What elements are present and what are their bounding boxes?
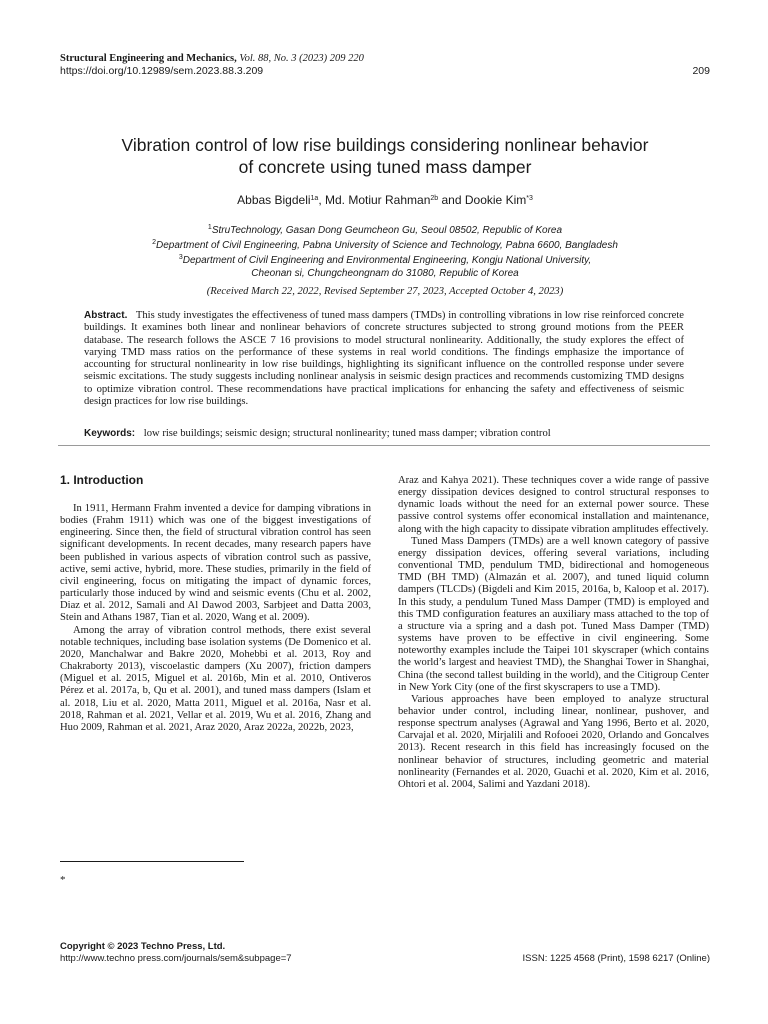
journal-url[interactable]: http://www.techno press.com/journals/sem&subpage=7 <box>60 953 292 964</box>
affiliation-superscript: 2 <box>152 239 156 247</box>
author-name: Abbas Bigdeli <box>237 193 311 207</box>
affiliation-text: Department of Civil Engineering and Environmental Engineering, Kongju National University, <box>182 255 592 267</box>
author-separator: , <box>318 193 325 207</box>
left-column <box>60 503 371 734</box>
abstract-text: This study investigates the effectiveness of tuned mass dampers (TMDs) in controlling vibrations in low rise reinforced concrete buildings. It examines both linear and nonlinear behaviors of concrete structures subjected to strong ground motions from the PEER database. The research follows the ASCE 7 16 provisions to model structural nonlinearity. Additionally, the study explores the effect of varying TMD mass ratios on the performance of these systems in real world conditions. The findings emphasize the importance of accounting for structural nonlinearity in low rise buildings, highlighting its significant influence on the controlled response under severe seismic excitations. The study suggests including nonlinear analysis in seismic design practices and recommends customizing TMD designs to optimize vibration control. These recommendations have practical implications for enhancing the safety and effectiveness of seismic design practices for low rise buildings. <box>84 310 684 408</box>
author-superscript: 2b <box>430 195 439 202</box>
abstract-label: Abstract. <box>84 310 128 321</box>
author-name: Dookie Kim <box>464 193 527 207</box>
footnote-rule <box>60 861 244 862</box>
received-dates: (Received March 22, 2022, Revised September 27, 2023, Accepted October 4, 2023) <box>206 286 564 297</box>
issn: ISSN: 1225 4568 (Print), 1598 6217 (Online) <box>522 953 710 964</box>
affiliation-superscript: 3 <box>178 254 183 262</box>
abstract <box>84 310 684 408</box>
running-header <box>60 52 710 78</box>
copyright-notice: Copyright © 2023 Techno Press, Ltd. <box>60 941 226 952</box>
keywords <box>84 428 704 439</box>
section-heading: 1. Introduction <box>60 473 144 487</box>
affiliation-line <box>60 237 710 252</box>
keywords-text: low rise buildings; seismic design; structural nonlinearity; tuned mass damper; vibration control <box>143 428 551 439</box>
affiliation-superscript: 1 <box>207 224 212 231</box>
body-paragraph: In 1911, Hermann Frahm invented a device for damping vibrations in bodies (Frahm 1911) which was one of the biggest investigations of engineering. Since then, the field of structural vibration control has seen significant developments. In recent decades, many research papers have been published in various aspects of vibration control such as passive, active, semi active, hybrid, more. These studies, primarily in the field of civil engineering, focus on mitigating the impact of dynamic forces, particularly those induced by wind and seismic events (Chu et al. 2002, Diaz et al. 2012, Samali and Al Dawod 2003, Sarbjeet and Datta 2003, Stein and Athans 1987, Tian et al. 2020, Wang et al. 2009). <box>60 503 371 624</box>
paper-title <box>60 134 710 178</box>
body-paragraph: Among the array of vibration control methods, there exist several notable techniques, including base isolation systems (De Domenico et al. 2020, Manchalwar and Bakre 2020, Mohebbi et al. 2013, Roy and Chakraborty 2013), viscoelastic dampers (Xu 2007), friction dampers (Miguel et al. 2015, Miguel et al. 2016b, Min et al. 2010, Ontiveros Pérez et al. 2017a, b, Qu et al. 2001), and tuned mass dampers (Islam et al. 2018, Liu et al. 2020, Matta 2011, Miguel et al. 2016a, Nasr et al. 2018, Rahman et al. 2021, Vellar et al. 2019, Wu et al. 2016, Zhang and Huo 2009, Rahman et al. 2021, Araz 2020, Araz 2022a, 2022b, 2023, <box>60 624 371 733</box>
body-paragraph: Various approaches have been employed to analyze structural behavior under control, including linear, nonlinear, pushover, and response spectrum analyses (Agrawal and Yang 1996, Berto et al. 2020, Carvajal et al. 2020, Mirjalili and Rofooei 2020, Orlando and Goncalves 2013). Recent research in this field has increasingly focused on the nonlinear behavior of structures, including geometric and material nonlinearity (Fernandes et al. 2020, Guachi et al. 2020, Kim et al. 2016, Ohtori et al. 2004, Salimi and Yazdani 2018). <box>398 693 709 790</box>
footnote-mark: * <box>60 874 66 886</box>
doi-link[interactable]: https://doi.org/10.12989/sem.2023.88.3.209 <box>60 65 264 77</box>
affiliation-text: Department of Civil Engineering, Pabna University of Science and Technology, Pabna 6600, Bangladesh <box>155 240 618 252</box>
affiliation-line <box>60 222 710 237</box>
journal-volume: Vol. 88, No. 3 (2023) 209 220 <box>239 53 364 64</box>
body-paragraph: Araz and Kahya 2021). These techniques cover a wide range of passive energy dissipation devices designed to control structural responses to dynamic loads without the need for an external power source. These passive control systems offer economical installation and maintenance, along with the high capacity to dissipate vibration amplitudes effectively. <box>398 475 709 535</box>
author-name: Md. Motiur Rahman <box>325 193 431 207</box>
page-number: 209 <box>692 65 710 77</box>
title-line-1: Vibration control of low rise buildings considering nonlinear behavior <box>121 135 649 155</box>
affiliation-text: StruTechnology, Gasan Dong Geumcheon Gu, Seoul 08502, Republic of Korea <box>211 225 563 236</box>
journal-citation <box>60 52 710 65</box>
keywords-label: Keywords: <box>84 428 136 439</box>
affiliation-line <box>60 252 710 267</box>
author-superscript: 1a <box>310 195 319 202</box>
author-list <box>60 193 710 207</box>
author-superscript: *3 <box>526 195 533 202</box>
body-paragraph: Tuned Mass Dampers (TMDs) are a well known category of passive energy dissipation devices, offering several variations, including conventional TMD, pendulum TMD, bidirectional and homogeneous TMD (BH TMD) (Almazán et al. 2007), and tuned liquid column dampers (TLCDs) (Bigdeli and Kim 2015, 2016a, b, Kaloop et al. 2017). In this study, a pendulum Tuned Mass Damper (TMD) is employed and this TMD configuration features an auxiliary mass attached to the top of a structure via a spring and a dash pot. Tuned Mass Damper (TMD) systems have proven to be effective in civil engineering. Some noteworthy examples include the Taipei 101 skyscraper (which contains the world’s largest and heaviest TMD), the Shanghai Tower in Shanghai, China (the second tallest building in the world), and the Citigroup Center in New York City (one of the first skyscrapers to use a TMD). <box>398 535 709 693</box>
title-line-2: of concrete using tuned mass damper <box>238 157 532 177</box>
right-column <box>398 475 709 791</box>
author-separator: and <box>438 193 465 207</box>
section-divider <box>58 445 710 446</box>
affiliation-line <box>60 268 710 280</box>
journal-name: Structural Engineering and Mechanics, <box>60 53 237 64</box>
affiliation-text: Cheonan si, Chungcheongnam do 31080, Republic of Korea <box>251 267 519 279</box>
affiliations <box>60 222 710 280</box>
